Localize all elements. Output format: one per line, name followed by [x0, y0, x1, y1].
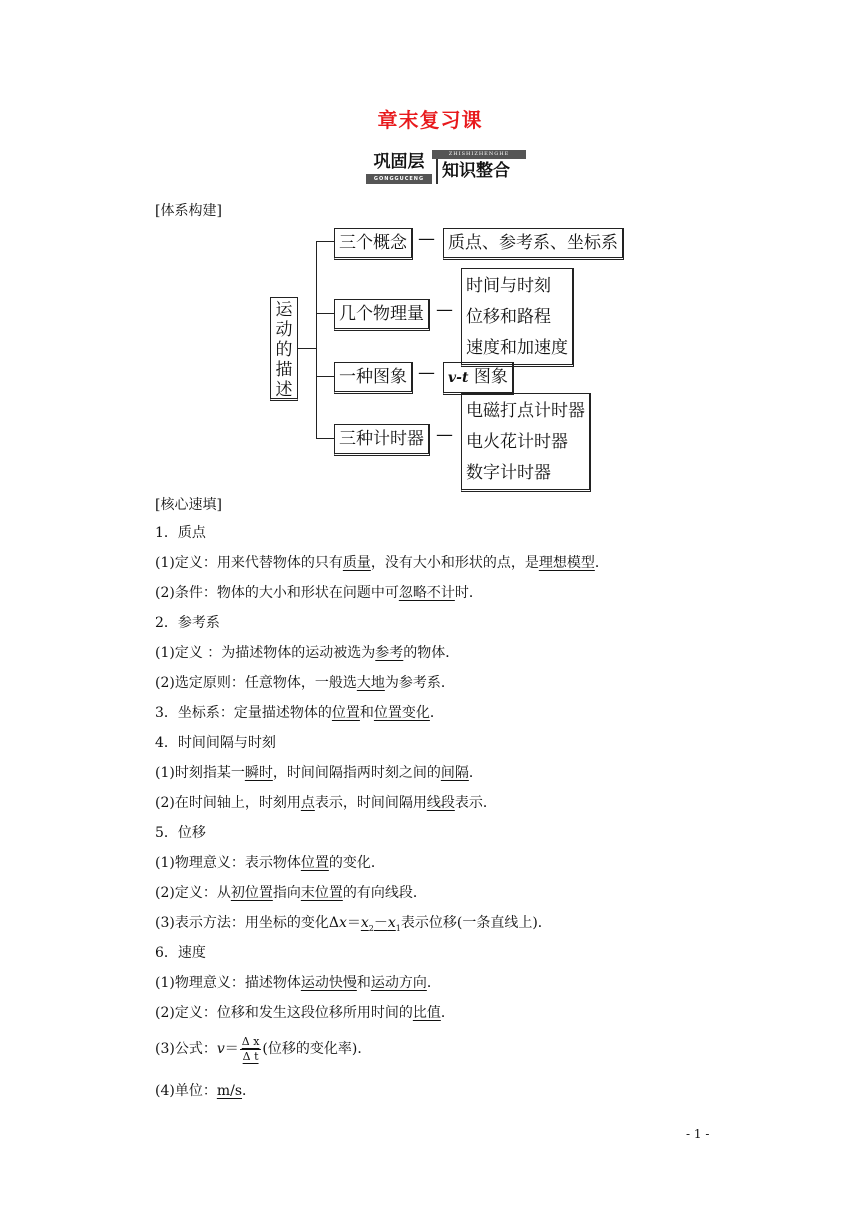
section-heading: 1．质点 — [155, 525, 206, 541]
branch-item: 速度和加速度 — [466, 338, 568, 358]
connector — [316, 438, 334, 439]
branch-item: 图象 — [473, 367, 508, 387]
page-title: 章末复习课 — [377, 108, 483, 132]
text-line — [155, 1033, 371, 1065]
branch-item: 时间与时刻 — [466, 276, 551, 296]
fraction-numerator: Δ x — [241, 1034, 260, 1048]
text: (2)定义：位移和发生这段位移所用时间的 — [155, 1005, 413, 1021]
text: (3)表示方法：用坐标的变化Δ — [155, 915, 339, 931]
blank-answer: 初位置 — [230, 885, 273, 901]
branch-dash: — — [418, 229, 435, 249]
blank-answer: 运动方向 — [370, 975, 427, 991]
branch-dash: — — [436, 425, 453, 445]
blank-answer: 运动快慢 — [300, 975, 357, 991]
text-line — [155, 553, 609, 573]
connector — [316, 376, 334, 377]
concept-diagram — [0, 0, 860, 500]
branch-items — [443, 228, 624, 260]
text: ． — [242, 1083, 257, 1099]
text: 为参考系． — [384, 675, 455, 691]
text: 3．坐标系：定量描述物体的 — [155, 705, 332, 721]
blank-answer: 忽略不计 — [398, 585, 455, 601]
text: ． — [468, 765, 483, 781]
section-heading — [155, 703, 444, 723]
section-heading: 2．参考系 — [155, 615, 220, 631]
root-char: 动 — [275, 320, 293, 340]
blank-answer: 位置 — [300, 855, 329, 871]
math-var: x — [338, 915, 347, 931]
text-line — [155, 1003, 455, 1023]
blank-answer: 线段 — [426, 795, 455, 811]
root-char: 的 — [275, 340, 293, 360]
section-heading: 6．速度 — [155, 945, 206, 961]
text-line — [155, 763, 483, 783]
connector — [316, 241, 334, 242]
badge-left-main: 巩固层 — [373, 152, 425, 172]
branch-label: 三个概念 — [334, 228, 413, 260]
vt-prefix: v-t — [448, 370, 469, 386]
math-var: x — [387, 915, 396, 931]
branch-item: 电火花计时器 — [466, 432, 568, 452]
branch-item: 位移和路程 — [466, 307, 551, 327]
root-box — [270, 297, 298, 401]
branch-dash: — — [436, 300, 453, 320]
blank-answer: 位置变化 — [373, 705, 430, 721]
connector — [316, 241, 317, 438]
text-line — [155, 883, 427, 903]
text-line — [155, 673, 455, 693]
root-char: 描 — [275, 360, 293, 380]
structure-label: [体系构建] — [155, 203, 222, 219]
text: ，没有大小和形状的点，是 — [370, 555, 539, 571]
section-heading: 5．位移 — [155, 825, 206, 841]
text: 表示． — [454, 795, 497, 811]
math-var: v — [216, 1041, 225, 1057]
blank-answer: 瞬时 — [244, 765, 273, 781]
branch-item: 数字计时器 — [466, 463, 551, 483]
text-line — [155, 583, 483, 603]
text: 指向 — [272, 885, 301, 901]
text: (4)单位： — [155, 1083, 217, 1099]
text-line — [155, 1081, 256, 1101]
text: ＝ — [346, 915, 361, 931]
root-char: 述 — [275, 380, 293, 400]
branch-item: 质点、参考系、坐标系 — [448, 233, 618, 253]
text: (1)物理意义：表示物体 — [155, 855, 301, 871]
text: ． — [429, 705, 444, 721]
blank-answer: 点 — [300, 795, 315, 811]
text: ． — [426, 975, 441, 991]
blank-answer: m/s — [216, 1083, 243, 1099]
text: 的变化． — [328, 855, 385, 871]
blank-answer: 比值 — [412, 1005, 441, 1021]
branch-label: 三种计时器 — [334, 424, 430, 456]
core-label: [核心速填] — [155, 497, 222, 513]
text: (2)选定原则：任意物体，一般选 — [155, 675, 357, 691]
text-line — [155, 973, 441, 993]
text: 的物体． — [403, 645, 460, 661]
blank-answer: 末位置 — [300, 885, 343, 901]
text: (1)定义：用来代替物体的只有 — [155, 555, 343, 571]
branch-items — [461, 393, 591, 492]
text: (2)定义：从 — [155, 885, 231, 901]
branch-dash: — — [418, 363, 435, 383]
text: ＝ — [224, 1041, 239, 1057]
text-line — [155, 793, 497, 813]
blank-answer: 间隔 — [440, 765, 469, 781]
math-sub: 1 — [395, 923, 401, 933]
blank-answer: 位置 — [331, 705, 360, 721]
text: 和 — [359, 705, 374, 721]
branch-item: 电磁打点计时器 — [466, 401, 585, 421]
page-number: - 1 - — [686, 1127, 710, 1141]
badge-left-sub: GONGGUCENG — [366, 174, 432, 184]
text: ，时间间隔指两时刻之间的 — [272, 765, 441, 781]
text: 的有向线段． — [342, 885, 427, 901]
text: 时． — [454, 585, 483, 601]
section-heading: 4．时间间隔与时刻 — [155, 735, 276, 751]
text: (3)公式： — [155, 1041, 217, 1057]
blank-answer: 理想模型 — [538, 555, 595, 571]
math-var: x — [360, 915, 369, 931]
text: － — [373, 915, 388, 931]
badge-right-sub: ZHISHIZHENGHE — [432, 150, 526, 159]
branch-label: 几个物理量 — [334, 299, 430, 331]
text: (1)时刻指某一 — [155, 765, 245, 781]
text: 和 — [356, 975, 371, 991]
text: ． — [440, 1005, 455, 1021]
badge-right-main: 知识整合 — [436, 159, 526, 184]
math-sub: 2 — [368, 923, 374, 933]
text: 表示，时间间隔用 — [314, 795, 427, 811]
blank-answer: 参考 — [375, 645, 404, 661]
text: (2)条件：物体的大小和形状在问题中可 — [155, 585, 399, 601]
root-char: 运 — [275, 300, 293, 320]
connector — [316, 313, 334, 314]
text: 表示位移(一条直线上)． — [400, 915, 552, 931]
branch-items — [443, 362, 514, 395]
blank-answer: 大地 — [356, 675, 385, 691]
blank-answer — [361, 915, 401, 931]
connector — [298, 348, 316, 349]
text: (1)物理意义：描述物体 — [155, 975, 301, 991]
text: ． — [594, 555, 609, 571]
text-line — [155, 853, 385, 873]
fraction — [240, 1035, 262, 1064]
text-line — [155, 913, 552, 939]
text: (位移的变化率)． — [262, 1041, 372, 1057]
branch-label: 一种图象 — [334, 362, 413, 394]
blank-answer: 质量 — [342, 555, 371, 571]
text-line — [155, 643, 459, 663]
text: (2)在时间轴上，时刻用 — [155, 795, 301, 811]
text: (1)定义 ：为描述物体的运动被选为 — [155, 645, 376, 661]
fraction-denominator: Δ t — [242, 1049, 259, 1063]
branch-items — [461, 268, 574, 367]
